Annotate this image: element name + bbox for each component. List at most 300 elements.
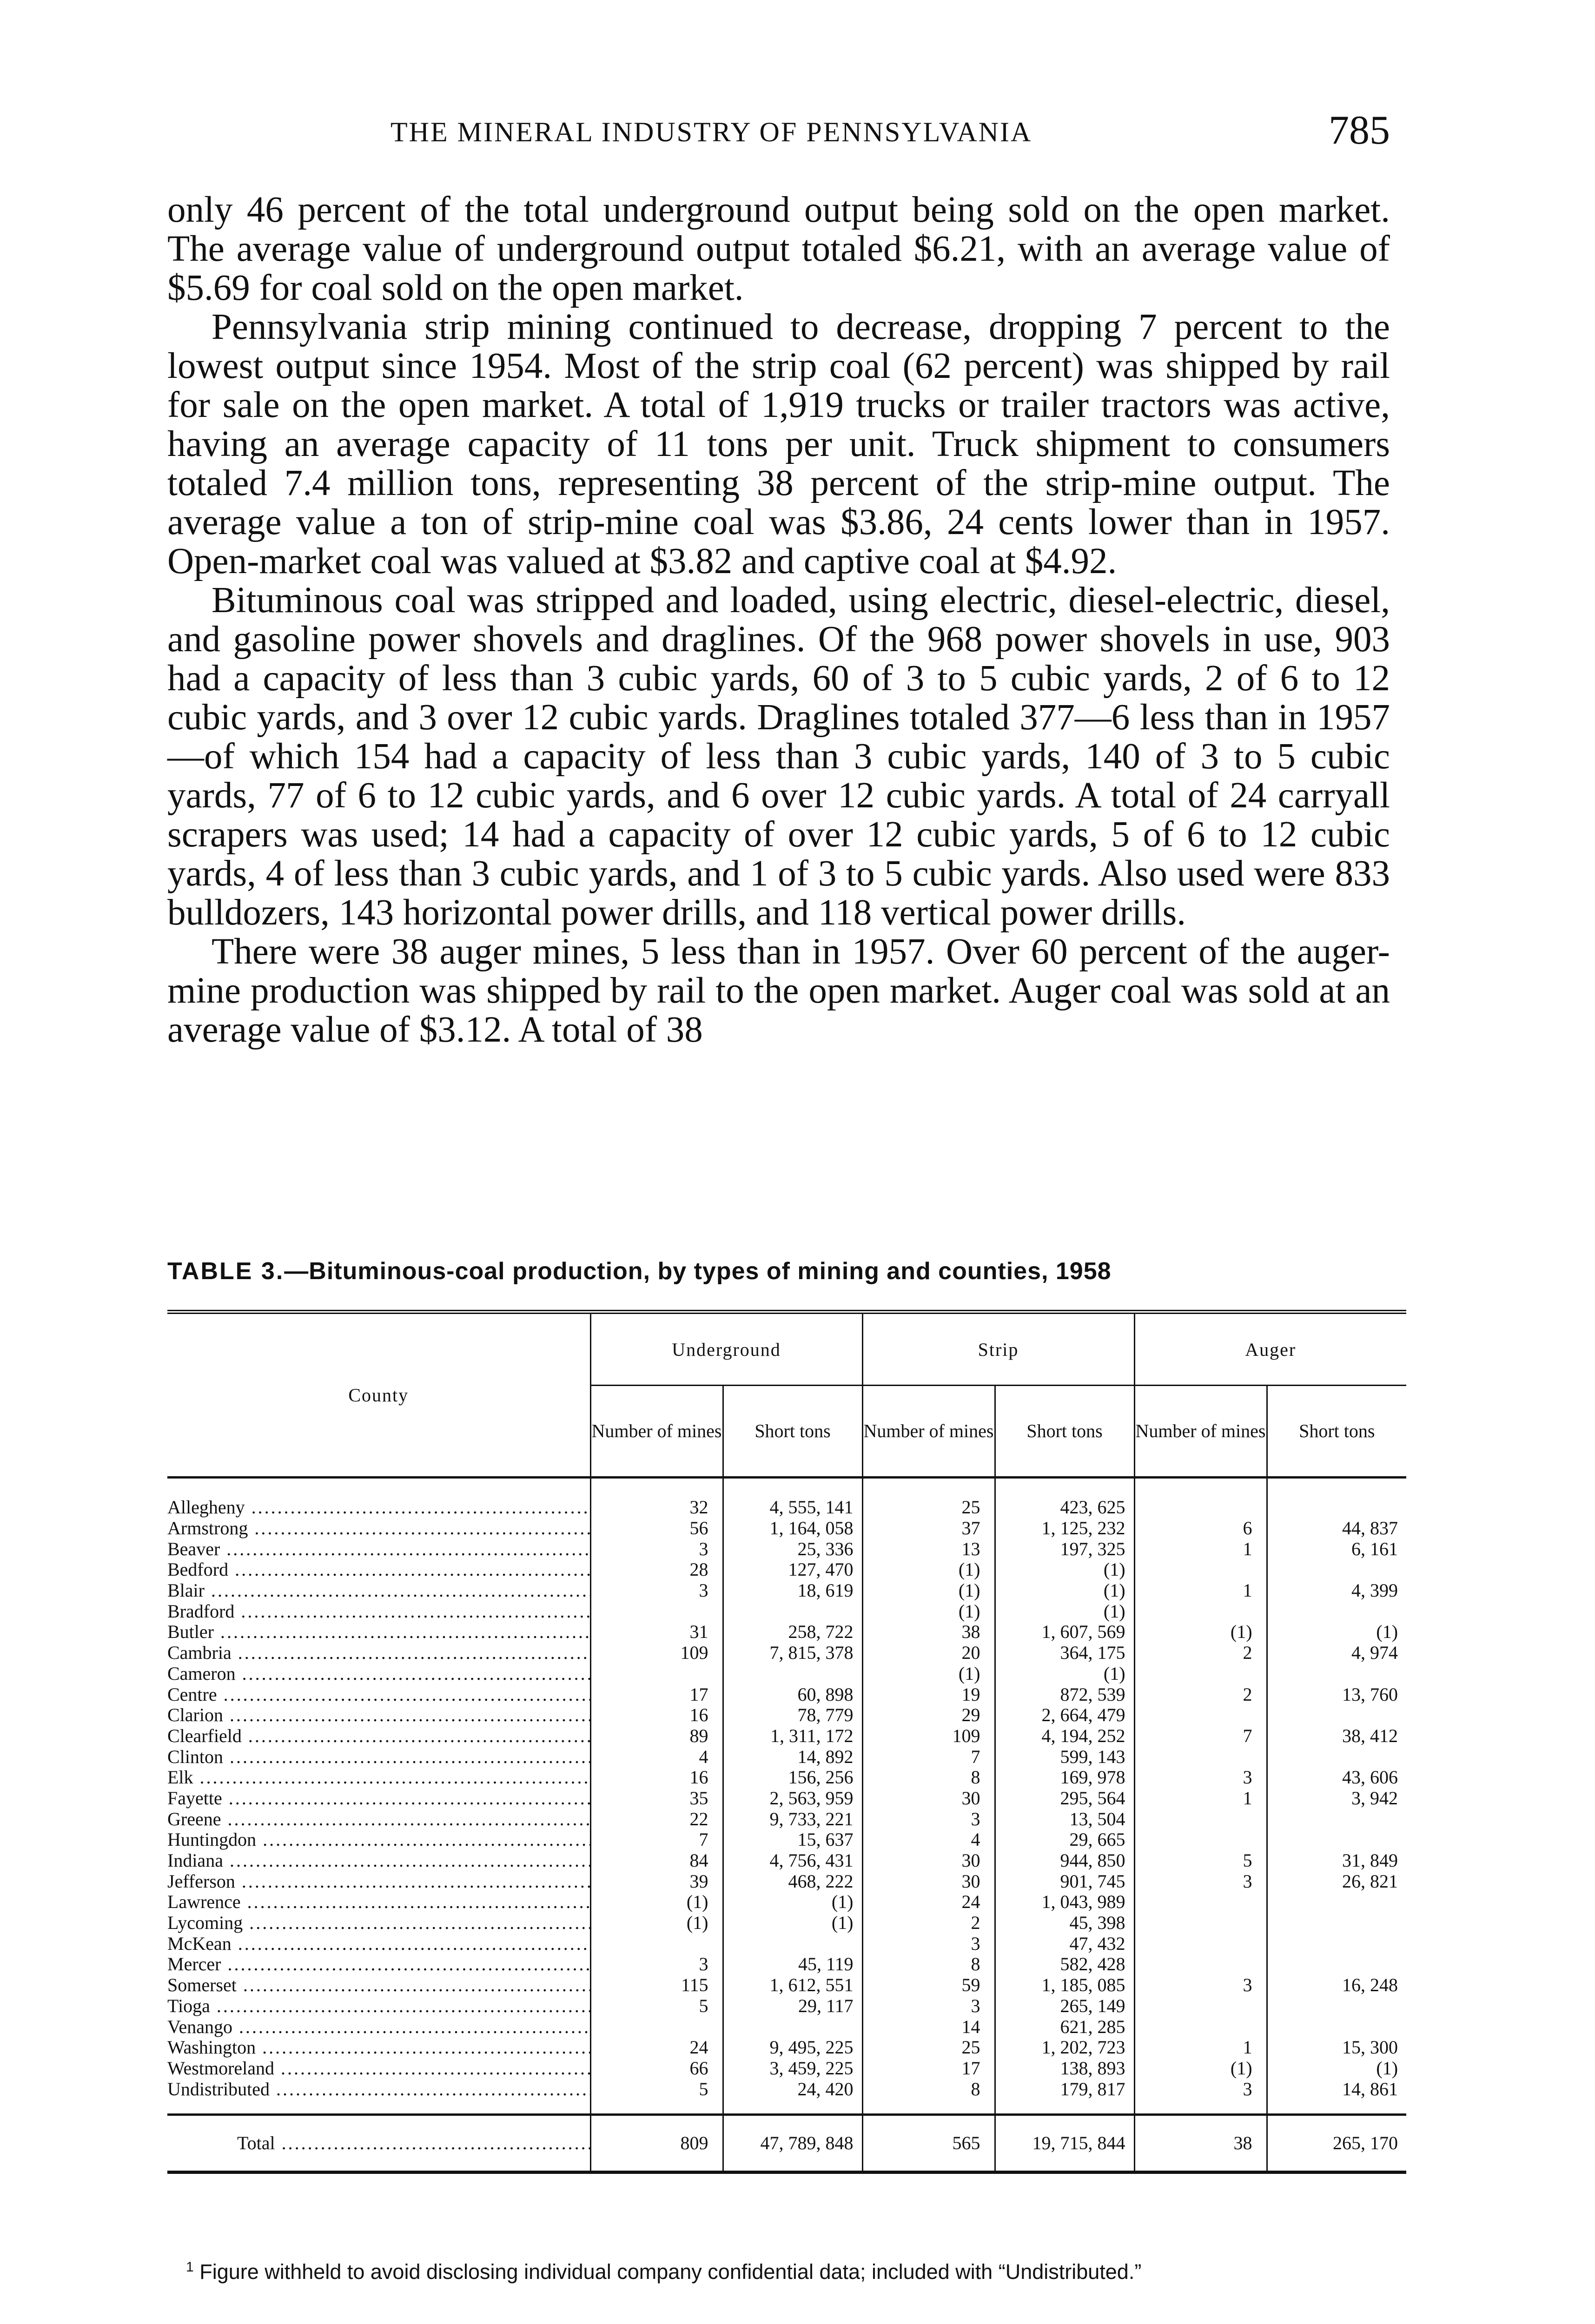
county-name: Beaver ..... xyxy=(167,1539,590,1559)
tons-cell xyxy=(1267,1829,1406,1850)
mines-cell: 19 xyxy=(862,1684,995,1705)
tons-cell: 295, 564 xyxy=(995,1788,1134,1809)
production-table xyxy=(167,1310,1398,2174)
county-cell xyxy=(167,1975,590,1996)
spacer-cell xyxy=(723,2100,862,2115)
tons-cell xyxy=(1267,1746,1406,1767)
table-row xyxy=(167,1643,1406,1664)
tons-cell: 156, 256 xyxy=(723,1767,862,1788)
table-row xyxy=(167,1788,1406,1809)
tons-cell: 78, 779 xyxy=(723,1705,862,1726)
tons-cell: (1) xyxy=(995,1559,1134,1580)
tons-cell: 2, 664, 479 xyxy=(995,1705,1134,1726)
page-number: 785 xyxy=(1329,108,1390,153)
mines-cell: 17 xyxy=(862,2058,995,2079)
tons-cell: 599, 143 xyxy=(995,1746,1134,1767)
mines-cell: 38 xyxy=(862,1622,995,1643)
tons-cell: 621, 285 xyxy=(995,2016,1134,2037)
table-row xyxy=(167,2079,1406,2100)
tons-cell: 901, 745 xyxy=(995,1871,1134,1892)
table-row xyxy=(167,2016,1406,2037)
tons-cell: 468, 222 xyxy=(723,1871,862,1892)
county-name: Cameron ..... xyxy=(167,1664,590,1684)
county-name: McKean ..... xyxy=(167,1934,590,1954)
tons-cell xyxy=(723,1933,862,1954)
tons-cell xyxy=(1267,1913,1406,1934)
mines-cell: 32 xyxy=(590,1478,723,1518)
table-caption-text: —Bituminous-coal production, by types of mining and counties, 1958 xyxy=(284,1258,1112,1285)
county-cell xyxy=(167,2079,590,2100)
spacer-cell xyxy=(1267,2100,1406,2115)
group-header-strip: Strip xyxy=(862,1312,1134,1386)
table-row xyxy=(167,1726,1406,1747)
county-name: Mercer ..... xyxy=(167,1954,590,1974)
mines-cell: 35 xyxy=(590,1788,723,1809)
tons-cell: (1) xyxy=(723,1892,862,1913)
tons-cell: 60, 898 xyxy=(723,1684,862,1705)
mines-cell: 1 xyxy=(1134,1788,1267,1809)
mines-cell: 3 xyxy=(590,1954,723,1975)
mines-cell: 4 xyxy=(590,1746,723,1767)
table-caption-label: TABLE 3. xyxy=(167,1258,285,1285)
mines-cell: (1) xyxy=(590,1892,723,1913)
footnote-text: Figure withheld to avoid disclosing individual company confidential data; included with “Undistributed.” xyxy=(199,2260,1142,2284)
tons-cell: 31, 849 xyxy=(1267,1850,1406,1871)
mines-cell: 5 xyxy=(590,2079,723,2100)
tons-cell xyxy=(1267,1478,1406,1518)
tons-cell: 16, 248 xyxy=(1267,1975,1406,1996)
tons-cell: 9, 733, 221 xyxy=(723,1809,862,1829)
table-row xyxy=(167,1850,1406,1871)
mines-cell: 24 xyxy=(590,2037,723,2058)
tons-cell xyxy=(1267,1933,1406,1954)
county-cell xyxy=(167,2114,590,2172)
mines-cell xyxy=(590,1664,723,1684)
county-cell xyxy=(167,1684,590,1705)
mines-cell: 25 xyxy=(862,1478,995,1518)
tons-cell: 47, 432 xyxy=(995,1933,1134,1954)
county-cell xyxy=(167,1478,590,1518)
tons-cell xyxy=(1267,1954,1406,1975)
mines-cell: 2 xyxy=(1134,1684,1267,1705)
tons-cell: 6, 161 xyxy=(1267,1538,1406,1559)
tons-cell: 4, 399 xyxy=(1267,1580,1406,1601)
tons-cell xyxy=(1267,1559,1406,1580)
mines-cell xyxy=(1134,2016,1267,2037)
mines-cell: 20 xyxy=(862,1643,995,1664)
total-row xyxy=(167,2114,1406,2172)
tons-cell: 15, 637 xyxy=(723,1829,862,1850)
column-header-short-tons: Short tons xyxy=(995,1386,1134,1478)
county-name: Blair ..... xyxy=(167,1580,590,1601)
page-header xyxy=(167,107,1390,163)
tons-cell: 1, 185, 085 xyxy=(995,1975,1134,1996)
county-cell xyxy=(167,1580,590,1601)
mines-cell: 8 xyxy=(862,1954,995,1975)
tons-cell: 364, 175 xyxy=(995,1643,1134,1664)
tons-cell: 4, 756, 431 xyxy=(723,1850,862,1871)
mines-cell: (1) xyxy=(862,1559,995,1580)
column-header-number-of-mines: Number of mines xyxy=(590,1386,723,1478)
mines-cell xyxy=(1134,1954,1267,1975)
table-row xyxy=(167,1913,1406,1934)
mines-cell: 37 xyxy=(862,1518,995,1539)
county-name: Clarion ..... xyxy=(167,1705,590,1725)
county-name: Lawrence ..... xyxy=(167,1892,590,1912)
tons-cell: 258, 722 xyxy=(723,1622,862,1643)
mines-cell: 109 xyxy=(590,1643,723,1664)
tons-cell: 13, 504 xyxy=(995,1809,1134,1829)
tons-cell: 45, 398 xyxy=(995,1913,1134,1934)
county-name: Somerset ..... xyxy=(167,1975,590,1995)
mines-cell xyxy=(1134,1933,1267,1954)
county-cell xyxy=(167,1954,590,1975)
county-cell xyxy=(167,1788,590,1809)
footnote-marker: 1 xyxy=(186,2259,194,2275)
table-row xyxy=(167,1954,1406,1975)
table-row xyxy=(167,2058,1406,2079)
mines-cell: (1) xyxy=(1134,2058,1267,2079)
table-row xyxy=(167,1664,1406,1684)
table-row xyxy=(167,1705,1406,1726)
table-row xyxy=(167,1871,1406,1892)
county-cell xyxy=(167,1726,590,1747)
county-name: Armstrong ..... xyxy=(167,1518,590,1538)
tons-cell: 197, 325 xyxy=(995,1538,1134,1559)
tons-cell: 1, 311, 172 xyxy=(723,1726,862,1747)
county-name: Bradford ..... xyxy=(167,1601,590,1622)
tons-cell: 265, 149 xyxy=(995,1996,1134,2017)
mines-cell: 16 xyxy=(590,1705,723,1726)
county-cell xyxy=(167,1767,590,1788)
county-cell xyxy=(167,1871,590,1892)
mines-cell xyxy=(1134,1913,1267,1934)
mines-cell: 22 xyxy=(590,1809,723,1829)
table-row xyxy=(167,1975,1406,1996)
mines-cell: 2 xyxy=(862,1913,995,1934)
county-name: Westmoreland ..... xyxy=(167,2058,590,2079)
county-cell xyxy=(167,1664,590,1684)
county-cell xyxy=(167,1850,590,1871)
mines-cell xyxy=(590,1933,723,1954)
tons-cell: 4, 974 xyxy=(1267,1643,1406,1664)
tons-cell xyxy=(1267,1705,1406,1726)
tons-cell: 179, 817 xyxy=(995,2079,1134,2100)
county-name: Butler ..... xyxy=(167,1622,590,1642)
mines-cell: 7 xyxy=(862,1746,995,1767)
group-header-auger: Auger xyxy=(1134,1312,1406,1386)
mines-cell: 6 xyxy=(1134,1518,1267,1539)
tons-cell xyxy=(1267,2016,1406,2037)
county-cell xyxy=(167,1829,590,1850)
county-name: Huntingdon ..... xyxy=(167,1829,590,1850)
county-cell xyxy=(167,1538,590,1559)
table-row xyxy=(167,1580,1406,1601)
tons-cell: 7, 815, 378 xyxy=(723,1643,862,1664)
mines-cell: 30 xyxy=(862,1871,995,1892)
county-name: Washington ..... xyxy=(167,2037,590,2058)
tons-cell: 25, 336 xyxy=(723,1538,862,1559)
mines-cell: (1) xyxy=(862,1580,995,1601)
tons-cell: 872, 539 xyxy=(995,1684,1134,1705)
column-header-short-tons: Short tons xyxy=(1267,1386,1406,1478)
paragraph: Bituminous coal was stripped and loaded, using electric, diesel-electric, diesel, and gasoline power shovels and draglines. Of the 968 power shovels in use, 903 had a capacity of less than 3 cubic yards, 60 of 3 to 5 cubic yards, 2 of 6 to 12 cubic yards, and 3 over 12 cubic yards. Draglines totaled 377—6 less than in 1957—of which 154 had a capacity of less than 3 cubic yards, 140 of 3 to 5 cubic yards, 77 of 6 to 12 cubic yards, and 6 over 12 cubic yards. A total of 24 carryall scrapers was used; 14 had a capacity of over 12 cubic yards, 5 of 6 to 12 cubic yards, 4 of less than 3 cubic yards, and 1 of 3 to 5 cubic yards. Also used were 833 bulldozers, 143 horizontal power drills, and 118 vertical power drills. xyxy=(167,580,1390,933)
footnote xyxy=(167,2255,1390,2284)
mines-cell: 109 xyxy=(862,1726,995,1747)
mines-cell: 5 xyxy=(1134,1850,1267,1871)
column-header-number-of-mines: Number of mines xyxy=(1134,1386,1267,1478)
county-name: Centre ..... xyxy=(167,1684,590,1705)
county-name: Allegheny ..... xyxy=(167,1497,590,1518)
county-name: Greene ..... xyxy=(167,1809,590,1829)
county-name: Clearfield ..... xyxy=(167,1726,590,1746)
county-cell xyxy=(167,1746,590,1767)
table-row xyxy=(167,1538,1406,1559)
mines-cell: 115 xyxy=(590,1975,723,1996)
mines-cell: 39 xyxy=(590,1871,723,1892)
tons-cell: 26, 821 xyxy=(1267,1871,1406,1892)
table-row xyxy=(167,1518,1406,1539)
mines-cell: 89 xyxy=(590,1726,723,1747)
spacer-cell xyxy=(167,2100,590,2115)
spacer-cell xyxy=(1134,2100,1267,2115)
county-cell xyxy=(167,1933,590,1954)
county-cell xyxy=(167,2037,590,2058)
mines-cell: 3 xyxy=(862,1933,995,1954)
county-cell xyxy=(167,1601,590,1622)
tons-cell: 47, 789, 848 xyxy=(723,2114,862,2172)
tons-cell: 29, 665 xyxy=(995,1829,1134,1850)
mines-cell: 56 xyxy=(590,1518,723,1539)
tons-cell: (1) xyxy=(995,1664,1134,1684)
mines-cell: 3 xyxy=(862,1809,995,1829)
mines-cell xyxy=(1134,1559,1267,1580)
tons-cell: 1, 612, 551 xyxy=(723,1975,862,1996)
mines-cell: (1) xyxy=(590,1913,723,1934)
county-name: Elk ..... xyxy=(167,1767,590,1788)
tons-cell: 15, 300 xyxy=(1267,2037,1406,2058)
mines-cell: 38 xyxy=(1134,2114,1267,2172)
tons-cell: 18, 619 xyxy=(723,1580,862,1601)
table-row xyxy=(167,1767,1406,1788)
county-name: Lycoming ..... xyxy=(167,1913,590,1933)
county-name: Venango ..... xyxy=(167,2017,590,2037)
mines-cell: 84 xyxy=(590,1850,723,1871)
table-row xyxy=(167,1996,1406,2017)
table-row xyxy=(167,2037,1406,2058)
tons-cell: 127, 470 xyxy=(723,1559,862,1580)
county-name: Jefferson ..... xyxy=(167,1871,590,1892)
county-cell xyxy=(167,1643,590,1664)
mines-cell: 1 xyxy=(1134,2037,1267,2058)
paragraph: only 46 percent of the total underground output being sold on the open market. The average value of underground output totaled $6.21, with an average value of $5.69 for coal sold on the open market. xyxy=(167,190,1390,308)
tons-cell: 44, 837 xyxy=(1267,1518,1406,1539)
mines-cell: 7 xyxy=(1134,1726,1267,1747)
tons-cell: 43, 606 xyxy=(1267,1767,1406,1788)
county-cell xyxy=(167,1559,590,1580)
mines-cell xyxy=(1134,1478,1267,1518)
mines-cell: 3 xyxy=(1134,2079,1267,2100)
county-cell xyxy=(167,1705,590,1726)
mines-cell: 13 xyxy=(862,1538,995,1559)
mines-cell xyxy=(590,2016,723,2037)
mines-cell: 3 xyxy=(1134,1871,1267,1892)
mines-cell: 17 xyxy=(590,1684,723,1705)
mines-cell: 3 xyxy=(590,1580,723,1601)
tons-cell: 4, 194, 252 xyxy=(995,1726,1134,1747)
mines-cell: 14 xyxy=(862,2016,995,2037)
mines-cell: 565 xyxy=(862,2114,995,2172)
county-name: Fayette ..... xyxy=(167,1788,590,1809)
tons-cell: 29, 117 xyxy=(723,1996,862,2017)
tons-cell: 265, 170 xyxy=(1267,2114,1406,2172)
group-header-underground: Underground xyxy=(590,1312,862,1386)
tons-cell: 14, 861 xyxy=(1267,2079,1406,2100)
tons-cell: 3, 942 xyxy=(1267,1788,1406,1809)
tons-cell: 1, 607, 569 xyxy=(995,1622,1134,1643)
tons-cell: 582, 428 xyxy=(995,1954,1134,1975)
mines-cell: 25 xyxy=(862,2037,995,2058)
mines-cell: 2 xyxy=(1134,1643,1267,1664)
tons-cell xyxy=(723,1601,862,1622)
table-row xyxy=(167,1746,1406,1767)
table-caption xyxy=(167,1257,1390,1285)
mines-cell: 1 xyxy=(1134,1538,1267,1559)
tons-cell: 24, 420 xyxy=(723,2079,862,2100)
tons-cell: 9, 495, 225 xyxy=(723,2037,862,2058)
county-cell xyxy=(167,1622,590,1643)
county-name: Clinton ..... xyxy=(167,1747,590,1767)
tons-cell xyxy=(1267,1601,1406,1622)
mines-cell: 4 xyxy=(862,1829,995,1850)
mines-cell xyxy=(1134,1664,1267,1684)
mines-cell: 66 xyxy=(590,2058,723,2079)
paragraph: There were 38 auger mines, 5 less than in 1957. Over 60 percent of the auger-mine production was shipped by rail to the open market. Auger coal was sold at an average value of $3.12. A total of 38 xyxy=(167,931,1390,1050)
tons-cell: 45, 119 xyxy=(723,1954,862,1975)
tons-cell: 1, 164, 058 xyxy=(723,1518,862,1539)
mines-cell: 24 xyxy=(862,1892,995,1913)
mines-cell: 8 xyxy=(862,2079,995,2100)
paragraph: Pennsylvania strip mining continued to decrease, dropping 7 percent to the lowest output since 1954. Most of the strip coal (62 percent) was shipped by rail for sale on the open market. A total of 1,919 trucks or trailer tractors was active, having an average capacity of 11 tons per unit. Truck shipment to consumers totaled 7.4 million tons, representing 38 percent of the strip-mine output. The average value a ton of strip-mine coal was $3.86, 24 cents lower than in 1957. Open-market coal was valued at $3.82 and captive coal at $4.92. xyxy=(167,307,1390,581)
mines-cell: 16 xyxy=(590,1767,723,1788)
tons-cell xyxy=(723,1664,862,1684)
county-name: Cambria ..... xyxy=(167,1643,590,1663)
mines-cell: 5 xyxy=(590,1996,723,2017)
table-row xyxy=(167,1892,1406,1913)
table-body xyxy=(167,1478,1406,2172)
mines-cell: (1) xyxy=(862,1601,995,1622)
table-row xyxy=(167,1809,1406,1829)
mines-cell: 29 xyxy=(862,1705,995,1726)
column-header-county: County xyxy=(167,1312,590,1478)
mines-cell: 59 xyxy=(862,1975,995,1996)
tons-cell: 14, 892 xyxy=(723,1746,862,1767)
mines-cell: 7 xyxy=(590,1829,723,1850)
tons-cell xyxy=(1267,1996,1406,2017)
county-cell xyxy=(167,1809,590,1829)
tons-cell: (1) xyxy=(995,1580,1134,1601)
tons-cell: 3, 459, 225 xyxy=(723,2058,862,2079)
tons-cell: 4, 555, 141 xyxy=(723,1478,862,1518)
county-cell xyxy=(167,1518,590,1539)
county-name: Undistributed ..... xyxy=(167,2079,590,2100)
mines-cell: (1) xyxy=(862,1664,995,1684)
tons-cell: (1) xyxy=(995,1601,1134,1622)
tons-cell: 1, 125, 232 xyxy=(995,1518,1134,1539)
tons-cell: 169, 978 xyxy=(995,1767,1134,1788)
tons-cell xyxy=(1267,1809,1406,1829)
tons-cell: (1) xyxy=(1267,2058,1406,2079)
mines-cell: 8 xyxy=(862,1767,995,1788)
mines-cell xyxy=(1134,1996,1267,2017)
mines-cell: 3 xyxy=(590,1538,723,1559)
county-name: Total ..... xyxy=(237,2116,590,2171)
mines-cell xyxy=(1134,1705,1267,1726)
mines-cell xyxy=(1134,1809,1267,1829)
spacer-row xyxy=(167,2100,1406,2115)
column-header-short-tons: Short tons xyxy=(723,1386,862,1478)
tons-cell xyxy=(723,2016,862,2037)
tons-cell: 1, 043, 989 xyxy=(995,1892,1134,1913)
mines-cell xyxy=(590,1601,723,1622)
county-cell xyxy=(167,2016,590,2037)
mines-cell xyxy=(1134,1601,1267,1622)
tons-cell: 38, 412 xyxy=(1267,1726,1406,1747)
running-title: THE MINERAL INDUSTRY OF PENNSYLVANIA xyxy=(390,117,1032,147)
tons-cell: 19, 715, 844 xyxy=(995,2114,1134,2172)
table-row xyxy=(167,1601,1406,1622)
mines-cell: 30 xyxy=(862,1788,995,1809)
mines-cell: 1 xyxy=(1134,1580,1267,1601)
mines-cell: 3 xyxy=(1134,1975,1267,1996)
mines-cell: 31 xyxy=(590,1622,723,1643)
mines-cell: 809 xyxy=(590,2114,723,2172)
table-row xyxy=(167,1829,1406,1850)
tons-cell xyxy=(1267,1892,1406,1913)
table-row xyxy=(167,1684,1406,1705)
body-text xyxy=(167,191,1390,1050)
county-cell xyxy=(167,1913,590,1934)
county-cell xyxy=(167,1892,590,1913)
column-header-number-of-mines: Number of mines xyxy=(862,1386,995,1478)
data-table xyxy=(167,1310,1406,2174)
mines-cell: 30 xyxy=(862,1850,995,1871)
tons-cell: 1, 202, 723 xyxy=(995,2037,1134,2058)
tons-cell: (1) xyxy=(723,1913,862,1934)
tons-cell: 2, 563, 959 xyxy=(723,1788,862,1809)
mines-cell xyxy=(1134,1892,1267,1913)
mines-cell: 3 xyxy=(862,1996,995,2017)
tons-cell: (1) xyxy=(1267,1622,1406,1643)
county-cell xyxy=(167,2058,590,2079)
table-row xyxy=(167,1478,1406,1518)
tons-cell: 138, 893 xyxy=(995,2058,1134,2079)
spacer-cell xyxy=(590,2100,723,2115)
mines-cell: 28 xyxy=(590,1559,723,1580)
tons-cell: 944, 850 xyxy=(995,1850,1134,1871)
county-name: Tioga ..... xyxy=(167,1996,590,2016)
mines-cell: (1) xyxy=(1134,1622,1267,1643)
mines-cell: 3 xyxy=(1134,1767,1267,1788)
table-row xyxy=(167,1559,1406,1580)
tons-cell xyxy=(1267,1664,1406,1684)
county-name: Indiana ..... xyxy=(167,1850,590,1871)
table-row xyxy=(167,1933,1406,1954)
tons-cell: 13, 760 xyxy=(1267,1684,1406,1705)
county-name: Bedford ..... xyxy=(167,1559,590,1580)
spacer-cell xyxy=(995,2100,1134,2115)
tons-cell: 423, 625 xyxy=(995,1478,1134,1518)
